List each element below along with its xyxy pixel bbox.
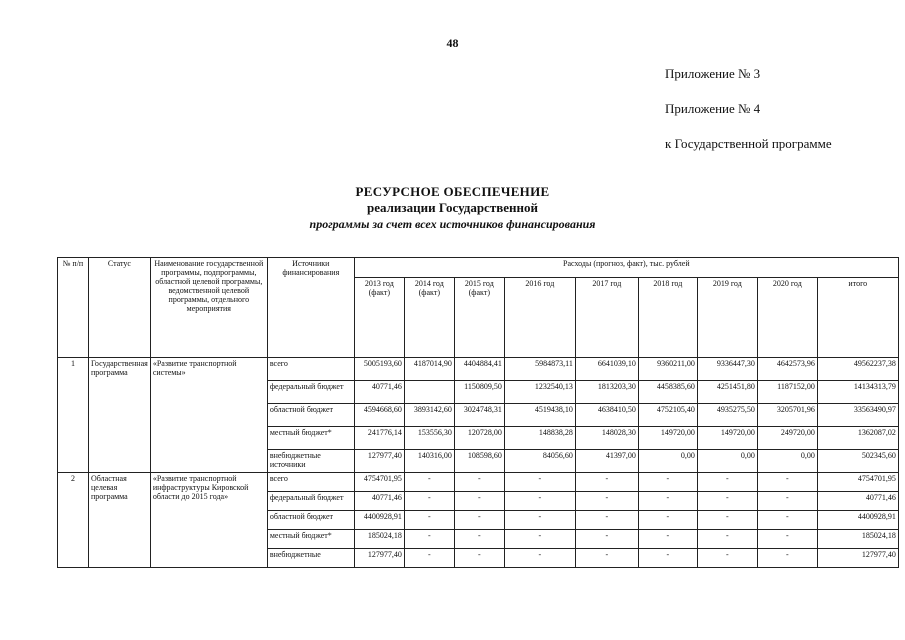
row-value: 4458385,60 bbox=[638, 381, 697, 404]
row-value: 4752105,40 bbox=[638, 404, 697, 427]
header-year-2018: 2018 год bbox=[638, 278, 697, 358]
row-value: - bbox=[638, 511, 697, 530]
row-value: - bbox=[454, 473, 504, 492]
row-value-total: 502345,60 bbox=[817, 450, 898, 473]
header-year-2015: 2015 год (факт) bbox=[454, 278, 504, 358]
row-value: - bbox=[757, 530, 817, 549]
row-value: 4404884,41 bbox=[454, 358, 504, 381]
row-funding-source: местный бюджет* bbox=[267, 427, 354, 450]
row-value: - bbox=[575, 492, 638, 511]
row-funding-source: местный бюджет* bbox=[267, 530, 354, 549]
title-line-1: РЕСУРСНОЕ ОБЕСПЕЧЕНИЕ bbox=[355, 184, 550, 199]
row-value: 5984873,11 bbox=[504, 358, 575, 381]
row-value: 4400928,91 bbox=[354, 511, 404, 530]
row-value bbox=[404, 381, 454, 404]
row-value: 3893142,60 bbox=[404, 404, 454, 427]
row-value: - bbox=[697, 530, 757, 549]
row-value: 9336447,30 bbox=[697, 358, 757, 381]
row-funding-source: всего bbox=[267, 358, 354, 381]
row-value: - bbox=[404, 473, 454, 492]
resource-table bbox=[57, 257, 899, 568]
row-value: 6641039,10 bbox=[575, 358, 638, 381]
header-name: Наименование государственной программы, подпрограммы, областной целевой программы, ведомственной целевой программы, отдельного мероприятия bbox=[150, 258, 267, 358]
row-value: - bbox=[404, 511, 454, 530]
row-value: 40771,46 bbox=[354, 492, 404, 511]
row-value: 4642573,96 bbox=[757, 358, 817, 381]
row-value: 4594668,60 bbox=[354, 404, 404, 427]
row-value: 1813203,30 bbox=[575, 381, 638, 404]
row-funding-source: внебюджетные bbox=[267, 549, 354, 568]
row-value: 120728,00 bbox=[454, 427, 504, 450]
row-num: 2 bbox=[58, 473, 89, 568]
row-value: 148028,30 bbox=[575, 427, 638, 450]
row-value: - bbox=[638, 549, 697, 568]
row-value: - bbox=[504, 511, 575, 530]
row-value: - bbox=[504, 530, 575, 549]
annex-line-appendix-3: Приложение № 3 bbox=[665, 66, 761, 81]
row-value: 148838,28 bbox=[504, 427, 575, 450]
row-value: 84056,60 bbox=[504, 450, 575, 473]
annex-line-program-ref: к Государственной программе bbox=[665, 136, 832, 151]
row-program-name: «Развитие транспортной системы» bbox=[150, 358, 267, 473]
row-value: 127977,40 bbox=[354, 549, 404, 568]
row-value: 5005193,60 bbox=[354, 358, 404, 381]
annex-line-appendix-4: Приложение № 4 bbox=[665, 101, 761, 116]
row-value-total: 4754701,95 bbox=[817, 473, 898, 492]
row-value-total: 14134313,79 bbox=[817, 381, 898, 404]
header-year-2019: 2019 год bbox=[697, 278, 757, 358]
row-value: - bbox=[575, 473, 638, 492]
row-value: - bbox=[697, 549, 757, 568]
title-line-2: реализации Государственной bbox=[367, 200, 538, 215]
row-value: - bbox=[454, 492, 504, 511]
row-value: - bbox=[504, 549, 575, 568]
row-value: 185024,18 bbox=[354, 530, 404, 549]
row-value: 4251451,80 bbox=[697, 381, 757, 404]
row-value: - bbox=[697, 473, 757, 492]
row-funding-source: областной бюджет bbox=[267, 404, 354, 427]
row-value-total: 33563490,97 bbox=[817, 404, 898, 427]
row-value: 9360211,00 bbox=[638, 358, 697, 381]
row-value: 3205701,96 bbox=[757, 404, 817, 427]
row-value: 1187152,00 bbox=[757, 381, 817, 404]
row-value-total: 1362087,02 bbox=[817, 427, 898, 450]
header-source: Источники финансирования bbox=[267, 258, 354, 358]
row-value: - bbox=[638, 473, 697, 492]
row-value: 1150809,50 bbox=[454, 381, 504, 404]
row-value: 149720,00 bbox=[638, 427, 697, 450]
header-status: Статус bbox=[89, 258, 151, 358]
row-value-total: 4400928,91 bbox=[817, 511, 898, 530]
header-year-2017: 2017 год bbox=[575, 278, 638, 358]
row-value: - bbox=[504, 473, 575, 492]
row-funding-source: федеральный бюджет bbox=[267, 381, 354, 404]
row-value: - bbox=[454, 530, 504, 549]
row-value: - bbox=[575, 511, 638, 530]
header-expenses: Расходы (прогноз, факт), тыс. рублей bbox=[354, 258, 898, 278]
row-value: 127977,40 bbox=[354, 450, 404, 473]
row-value: - bbox=[454, 511, 504, 530]
row-value: 4187014,90 bbox=[404, 358, 454, 381]
row-value: - bbox=[638, 530, 697, 549]
row-value: - bbox=[697, 492, 757, 511]
row-value-total: 127977,40 bbox=[817, 549, 898, 568]
row-value: 149720,00 bbox=[697, 427, 757, 450]
row-value: 4519438,10 bbox=[504, 404, 575, 427]
row-value: 0,00 bbox=[638, 450, 697, 473]
row-num: 1 bbox=[58, 358, 89, 473]
row-value: 0,00 bbox=[757, 450, 817, 473]
row-program-name: «Развитие транспортной инфраструктуры Кировской области до 2015 года» bbox=[150, 473, 267, 568]
row-value: 40771,46 bbox=[354, 381, 404, 404]
row-value: 241776,14 bbox=[354, 427, 404, 450]
row-value: 3024748,31 bbox=[454, 404, 504, 427]
row-value: 249720,00 bbox=[757, 427, 817, 450]
row-value: 153556,30 bbox=[404, 427, 454, 450]
row-value-total: 185024,18 bbox=[817, 530, 898, 549]
row-funding-source: внебюджетные источники bbox=[267, 450, 354, 473]
header-num: № п/п bbox=[58, 258, 89, 358]
row-value: - bbox=[757, 492, 817, 511]
row-value: - bbox=[404, 549, 454, 568]
row-status: Областная целевая программа bbox=[89, 473, 151, 568]
row-value: 0,00 bbox=[697, 450, 757, 473]
row-value: - bbox=[757, 549, 817, 568]
row-value-total: 49562237,38 bbox=[817, 358, 898, 381]
row-value: - bbox=[454, 549, 504, 568]
row-value: 41397,00 bbox=[575, 450, 638, 473]
row-value: - bbox=[504, 492, 575, 511]
row-value: 1232540,13 bbox=[504, 381, 575, 404]
header-year-2013: 2013 год (факт) bbox=[354, 278, 404, 358]
row-funding-source: областной бюджет bbox=[267, 511, 354, 530]
title-line-3: программы за счет всех источников финансирования bbox=[309, 217, 596, 231]
row-value: 4638410,50 bbox=[575, 404, 638, 427]
row-funding-source: всего bbox=[267, 473, 354, 492]
header-year-2014: 2014 год (факт) bbox=[404, 278, 454, 358]
header-year-2020: 2020 год bbox=[757, 278, 817, 358]
row-value: - bbox=[697, 511, 757, 530]
row-value: 140316,00 bbox=[404, 450, 454, 473]
row-funding-source: федеральный бюджет bbox=[267, 492, 354, 511]
row-value: 4935275,50 bbox=[697, 404, 757, 427]
row-value: - bbox=[575, 549, 638, 568]
row-value: - bbox=[757, 511, 817, 530]
row-value: - bbox=[575, 530, 638, 549]
document-title bbox=[0, 184, 905, 232]
header-total: итого bbox=[817, 278, 898, 358]
row-value: 4754701,95 bbox=[354, 473, 404, 492]
row-value: 108598,60 bbox=[454, 450, 504, 473]
row-value: - bbox=[404, 492, 454, 511]
row-value: - bbox=[404, 530, 454, 549]
row-value: - bbox=[638, 492, 697, 511]
row-value: - bbox=[757, 473, 817, 492]
header-year-2016: 2016 год bbox=[504, 278, 575, 358]
page-number: 48 bbox=[446, 36, 459, 50]
table-row bbox=[58, 358, 899, 381]
table-row bbox=[58, 473, 899, 492]
row-value-total: 40771,46 bbox=[817, 492, 898, 511]
row-status: Государственная программа bbox=[89, 358, 151, 473]
